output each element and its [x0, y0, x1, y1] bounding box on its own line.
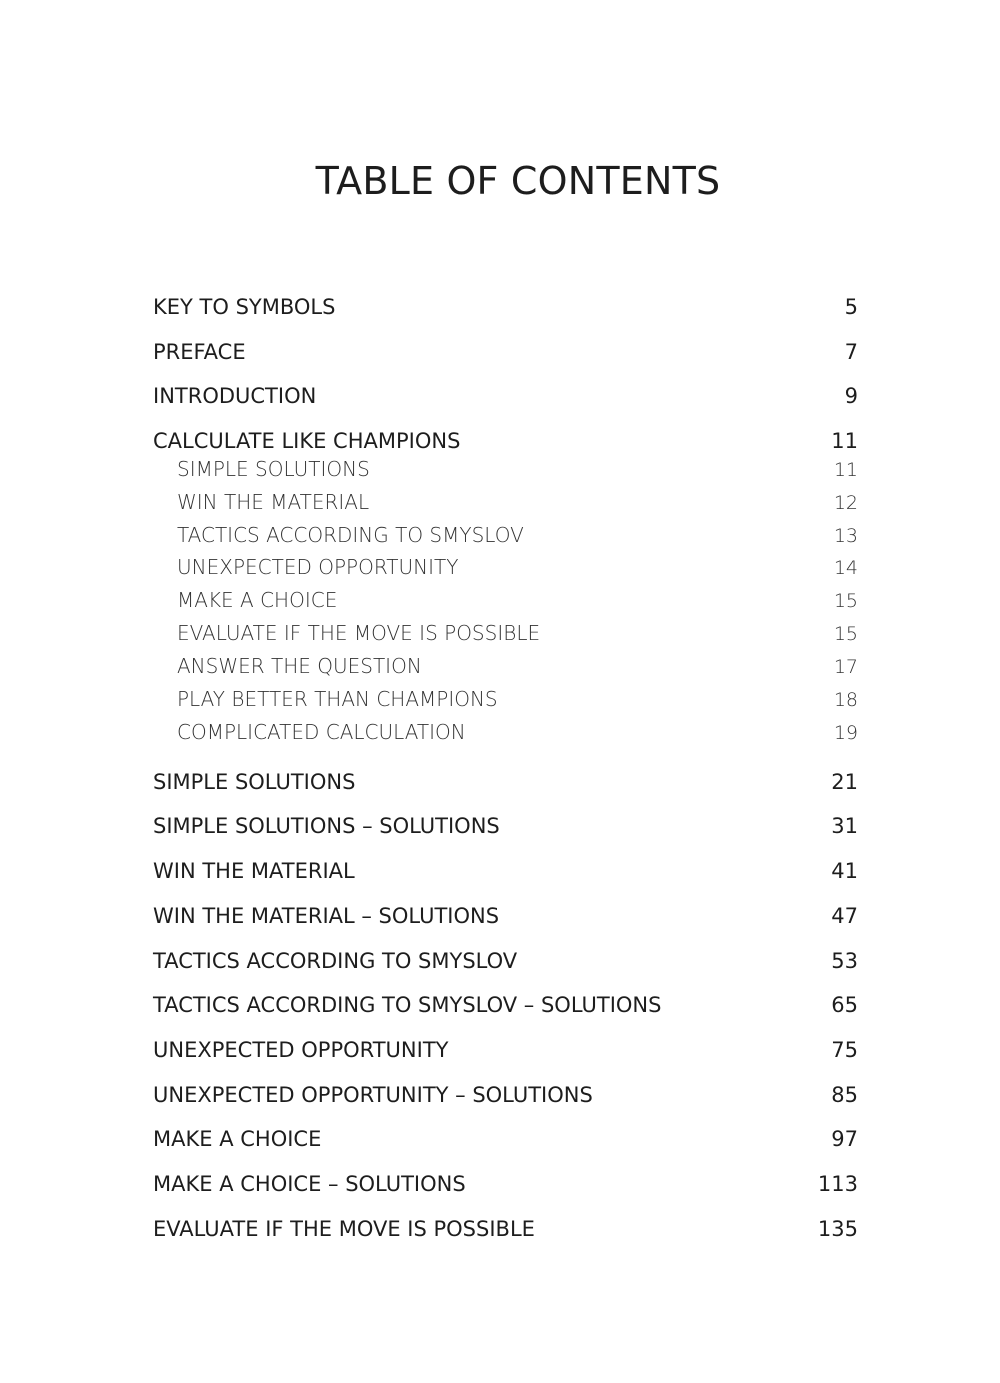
toc-subentry-page: 19 — [833, 721, 858, 744]
toc-entry — [153, 374, 858, 419]
toc-entry-label: TACTICS ACCORDING TO SMYSLOV — [153, 948, 518, 973]
toc-subentry-page: 17 — [833, 656, 858, 679]
toc-entry-page: 11 — [831, 429, 858, 454]
toc-entry-label: UNEXPECTED OPPORTUNITY — [153, 1037, 449, 1062]
toc-entry-label: PREFACE — [153, 339, 246, 364]
toc-entry — [153, 760, 858, 805]
toc-subentry — [153, 716, 858, 749]
toc-entry — [153, 1073, 858, 1118]
toc-subentry — [153, 453, 858, 486]
page-title: TABLE OF CONTENTS — [315, 159, 721, 203]
toc-entry-page: 65 — [831, 993, 858, 1018]
toc-entry — [153, 849, 858, 894]
toc-entry-page: 47 — [831, 903, 858, 928]
toc-entry-page: 75 — [831, 1037, 858, 1062]
toc-entry — [153, 983, 858, 1028]
toc-subentry — [153, 486, 858, 519]
toc-entry-label: TACTICS ACCORDING TO SMYSLOV – SOLUTIONS — [153, 993, 662, 1018]
table-of-contents — [153, 285, 858, 1251]
toc-entry-page: 5 — [844, 295, 858, 319]
toc-entry-page: 31 — [831, 814, 858, 839]
toc-subentry-label: PLAY BETTER THAN CHAMPIONS — [177, 686, 498, 711]
toc-subentry — [153, 683, 858, 716]
toc-subentry — [153, 584, 858, 617]
toc-subentry-label: WIN THE MATERIAL — [177, 489, 370, 514]
toc-entry-label: MAKE A CHOICE – SOLUTIONS — [153, 1171, 466, 1196]
toc-subentry — [153, 617, 858, 650]
toc-subentry-page: 15 — [833, 623, 858, 646]
toc-entry-label: INTRODUCTION — [153, 384, 317, 409]
toc-entry — [153, 1117, 858, 1162]
toc-subentry-label: EVALUATE IF THE MOVE IS POSSIBLE — [177, 621, 541, 646]
toc-entry-page: 9 — [844, 384, 858, 409]
toc-entry-label: EVALUATE IF THE MOVE IS POSSIBLE — [153, 1216, 535, 1241]
toc-subentry-label: SIMPLE SOLUTIONS — [177, 456, 370, 481]
toc-entry-page: 135 — [817, 1216, 858, 1241]
toc-entry-page: 21 — [831, 769, 858, 794]
toc-entry-page: 97 — [831, 1127, 858, 1152]
toc-entry-page: 7 — [844, 339, 858, 364]
toc-subentry-page: 11 — [833, 458, 858, 481]
toc-subentry-label: UNEXPECTED OPPORTUNITY — [177, 555, 459, 580]
toc-entry — [153, 330, 858, 375]
toc-entry-label: WIN THE MATERIAL – SOLUTIONS — [153, 903, 500, 928]
toc-subentry-page: 14 — [833, 557, 858, 580]
toc-subentry-label: ANSWER THE QUESTION — [177, 654, 422, 679]
toc-entry — [153, 1028, 858, 1073]
toc-subentry-page: 18 — [833, 688, 858, 711]
toc-entry — [153, 285, 858, 330]
toc-subentry-label: COMPLICATED CALCULATION — [177, 719, 466, 744]
toc-entry-page: 113 — [817, 1171, 858, 1196]
toc-entry-label: SIMPLE SOLUTIONS – SOLUTIONS — [153, 814, 500, 839]
toc-subentry-label: TACTICS ACCORDING TO SMYSLOV — [177, 522, 524, 547]
toc-entry-page: 41 — [831, 859, 858, 884]
toc-subentry-page: 13 — [833, 524, 858, 547]
toc-entry — [153, 804, 858, 849]
toc-entry — [153, 1162, 858, 1207]
toc-subentry-page: 12 — [833, 491, 858, 514]
toc-subentry-label: MAKE A CHOICE — [177, 588, 338, 613]
toc-entry-label: MAKE A CHOICE — [153, 1127, 322, 1152]
toc-entry-page: 53 — [831, 948, 858, 973]
toc-entry-label: WIN THE MATERIAL — [153, 859, 355, 884]
toc-subentry — [153, 650, 858, 683]
toc-entry — [153, 939, 858, 984]
toc-subentry — [153, 551, 858, 584]
toc-entry-label: CALCULATE LIKE CHAMPIONS — [153, 429, 461, 454]
toc-entry — [153, 894, 858, 939]
toc-entry — [153, 1207, 858, 1252]
toc-entry-label: UNEXPECTED OPPORTUNITY – SOLUTIONS — [153, 1082, 593, 1107]
toc-entry-label: SIMPLE SOLUTIONS — [153, 769, 356, 794]
toc-subentry — [153, 519, 858, 552]
toc-subentry-page: 15 — [833, 590, 858, 613]
toc-entry-page: 85 — [831, 1082, 858, 1107]
toc-entry-label: KEY TO SYMBOLS — [153, 295, 336, 319]
